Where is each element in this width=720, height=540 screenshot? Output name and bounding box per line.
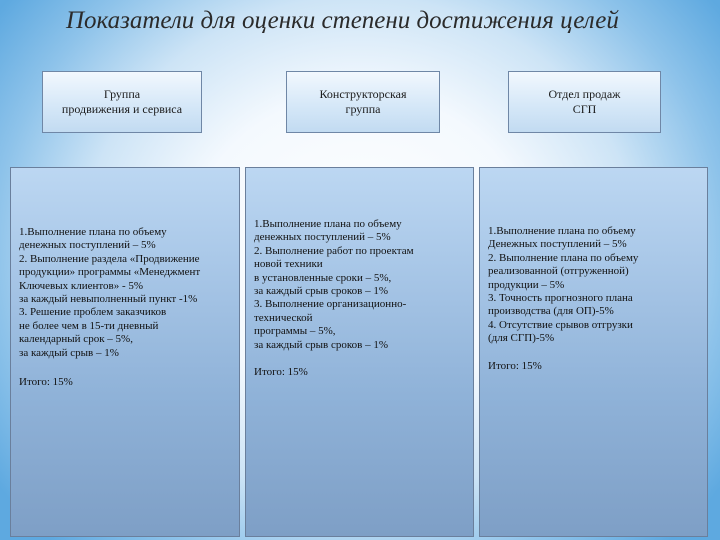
header-sales-department (508, 71, 661, 133)
header-label: Конструкторская группа (319, 87, 407, 116)
header-label: Группа продвижения и сервиса (61, 87, 183, 116)
header-promotion-service-group (42, 71, 202, 133)
criteria-column-promotion (10, 167, 240, 537)
criteria-total: Итого: 15% (488, 359, 542, 372)
criteria-column-sales (479, 167, 708, 537)
criteria-column-design (245, 167, 474, 537)
slide-title: Показатели для оценки степени достижения целей (66, 7, 619, 34)
criteria-text: 1.Выполнение плана по объему денежных поступлений – 5% 2. Выполнение раздела «Продвижение продукции» программы «Менеджмент Ключевых клиентов» - 5% за каждый невыполненный пункт -1% 3. Решение проблем заказчиков не более чем в 15-ти дневный календарный срок – 5%, за каждый срыв – 1% (19, 226, 201, 359)
criteria-text: 1.Выполнение плана по объему Денежных поступлений – 5% 2. Выполнение плана по объему реализованной (отгруженной) продукции – 5% 3. Точность прогнозного плана производства (для ОП)-5% 4. Отсутствие срывов отгрузки (для СГП)-5% (488, 225, 639, 345)
header-label: Отдел продаж СГП (548, 87, 621, 116)
criteria-total: Итого: 15% (19, 376, 73, 389)
criteria-total: Итого: 15% (254, 366, 308, 379)
header-design-group (286, 71, 440, 133)
criteria-text: 1.Выполнение плана по объему денежных поступлений – 5% 2. Выполнение работ по проектам новой техники в установленные сроки – 5%, за каждый срыв сроков – 1% 3. Выполнение организационно- технической программы – 5%, за каждый срыв сроков – 1% (254, 218, 414, 351)
